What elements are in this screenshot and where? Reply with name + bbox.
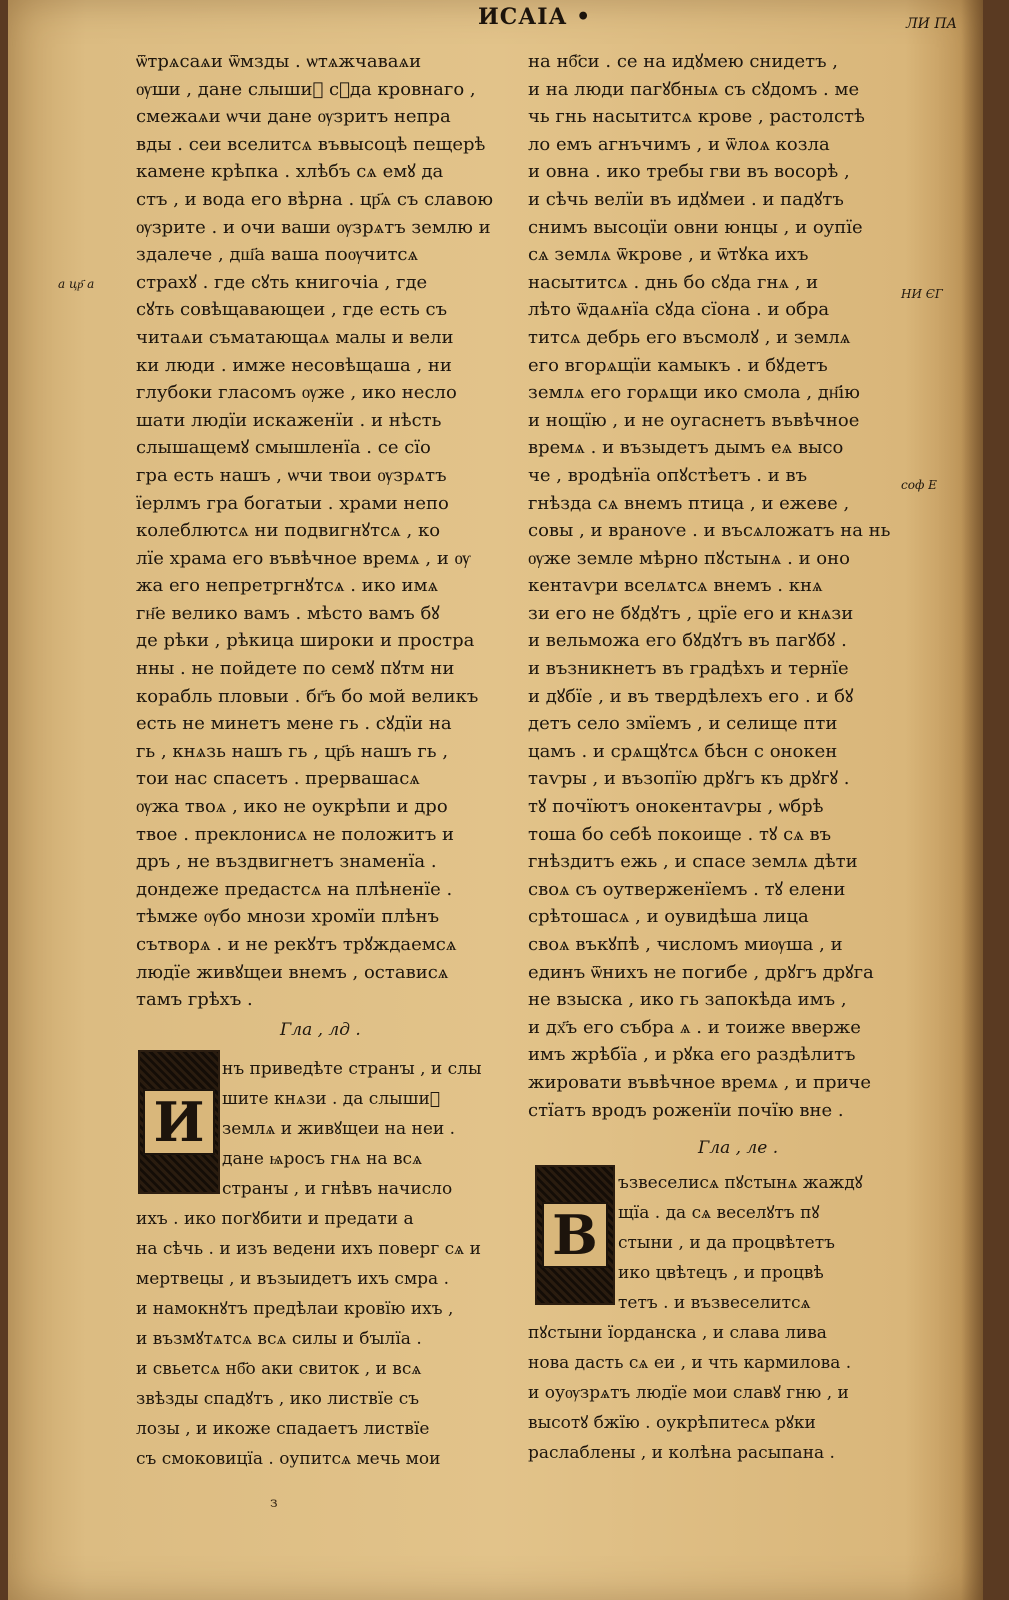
- text-line: высотꙋ бжїю . оукрѣпитесѧ рꙋки: [528, 1413, 816, 1433]
- text-line: корабль пловыи . бг҃ъ бо мой великъ: [136, 685, 479, 707]
- page-spine-shadow: [961, 0, 983, 1600]
- text-line: ѹзрите . и очи ваши ѹзрѧтъ землю и: [136, 216, 491, 238]
- text-line: съ смоковицїа . оупитсѧ мечь мои: [136, 1449, 441, 1469]
- text-line: стыни , и да процвѣтетъ: [618, 1233, 835, 1253]
- text-line: чь гнь насытитсѧ крове , растолстѣ: [528, 106, 865, 128]
- text-line: есть не минетъ мене гь . сꙋдїи на: [136, 713, 452, 735]
- text-line: людїе живꙋщеи внемъ , остависѧ: [136, 961, 449, 983]
- text-line: твое . преклонисѧ не положитъ и: [136, 823, 455, 845]
- text-line: на сѣчь . и изъ ведени ихъ поверг сѧ и: [136, 1239, 481, 1259]
- initial-letter-left: И: [143, 1089, 214, 1155]
- text-line: тꙋ почїютъ онокентаѵры , ѡбрѣ: [528, 796, 824, 818]
- text-line: на нб҃си . се на идꙋмею снидетъ ,: [528, 51, 838, 72]
- text-line: шати людїи искаженїи . и нѣсть: [136, 409, 442, 431]
- folio-number: ЛИ ПА: [906, 16, 958, 32]
- text-line: насытитсѧ . днь бо сꙋда гнѧ , и: [528, 271, 819, 293]
- text-line: тоша бо себѣ покоище . тꙋ сѧ въ: [528, 823, 832, 845]
- decorated-initial-left: [138, 1050, 220, 1194]
- text-line: своѧ съ оутверженїемъ . тꙋ елени: [528, 878, 846, 900]
- text-line: ъзвеселисѧ пꙋстынѧ жаждꙋ: [618, 1173, 863, 1193]
- text-line: камене крѣпка . хлѣбъ сѧ емꙋ да: [136, 161, 444, 183]
- text-line: снимъ высоцїи овни юнцы , и оупїе: [528, 216, 863, 238]
- margin-note-left: а цр҃ а: [58, 277, 95, 291]
- text-line: детъ село змїемъ , и селище пти: [528, 713, 838, 735]
- text-line: дръ , не въздвигнетъ знаменїа .: [136, 851, 437, 873]
- text-line: и дꙋбїе , и въ твердѣлехъ его . и бꙋ: [528, 685, 854, 707]
- chapter-label-right: Гла , ле .: [698, 1138, 779, 1158]
- text-line: тѣмже ѹбо мнози хромїи плѣнъ: [136, 906, 440, 928]
- text-line: единъ ѿнихъ не погибе , дрꙋгъ дрꙋга: [528, 961, 874, 983]
- text-line: землѧ и живꙋщеи на неи .: [222, 1119, 456, 1139]
- text-line: пꙋстыни їорданска , и слава лива: [528, 1323, 827, 1343]
- text-line: нова дасть сѧ еи , и чть кармилова .: [528, 1353, 852, 1373]
- text-line: ѹжа твоѧ , ико не оукрѣпи и дро: [136, 796, 448, 818]
- text-line: и на люди пагꙋбныѧ съ сꙋдомъ . ме: [528, 78, 860, 100]
- text-line: де рѣки , рѣкица широки и простра: [136, 630, 475, 652]
- text-line: тамъ грѣхъ .: [136, 989, 253, 1011]
- text-line: страхꙋ . где сꙋть книгочіа , где: [136, 271, 428, 293]
- text-line: дондеже предастсѧ на плѣненїе .: [136, 878, 453, 900]
- text-line: гнѣзда сѧ внемъ птица , и ежеве ,: [528, 492, 850, 514]
- right-text-column: [528, 48, 900, 1124]
- text-line: срѣтошасѧ , и оувидѣша лица: [528, 906, 809, 928]
- text-line: читаѧи съматающаѧ малы и вели: [136, 326, 454, 348]
- text-line: гнѣздитъ ежь , и спасе землѧ дѣти: [528, 851, 858, 873]
- text-line: ло емъ агнъчимъ , и ѿлоѧ козла: [528, 133, 830, 155]
- text-line: вды . сеи вселитсѧ въвысоцѣ пещерѣ: [136, 133, 486, 155]
- text-line: ѹже земле мѣрно пꙋстынѧ . и оно: [528, 547, 850, 569]
- book-page: [8, 0, 983, 1600]
- text-line: и овна . ико требы гви въ восорѣ ,: [528, 161, 850, 183]
- text-line: стїатъ вродъ роженїи почїю вне .: [528, 1099, 844, 1121]
- chapter-label-left: Гла , лд .: [280, 1020, 361, 1040]
- text-line: слышащемꙋ смышленїа . се сїо: [136, 437, 431, 459]
- text-line: ико цвѣтецъ , и процвѣ: [618, 1263, 824, 1283]
- text-line: тои нас спасетъ . прервашасѧ: [136, 768, 420, 790]
- text-line: глубоки гласомъ ѹже , ико несло: [136, 382, 457, 404]
- text-line: странꙑ , и гнѣвъ начисло: [222, 1179, 453, 1199]
- text-line: совы , и враноѵе . и въсѧложатъ на нь: [528, 520, 891, 542]
- text-line: здалече , дш҃а ваша поѹчитсѧ: [136, 244, 419, 266]
- text-line: нны . не пойдете по семꙋ пꙋтм ни: [136, 658, 455, 680]
- text-line: лїе храма его въвѣчное времѧ , и ѹ: [136, 547, 471, 569]
- margin-note-right-2: соф Е: [901, 478, 937, 492]
- text-line: ѿтрѧсаѧи ѿмзды . ѡтѧжчаваѧи: [136, 51, 422, 72]
- text-line: лозы , и икоже спадаетъ листвїе: [136, 1419, 430, 1439]
- text-line: зи его не бꙋдꙋтъ , црїе его и кнѧзи: [528, 602, 854, 624]
- text-line: гра есть нашъ , ѡчи твои ѹзрѧтъ: [136, 464, 447, 486]
- text-line: тетъ . и възвеселитсѧ: [618, 1293, 811, 1313]
- text-line: и дх҃ъ его събра ѧ . и тоиже вверже: [528, 1016, 861, 1038]
- text-line: кентаѵри вселѧтсѧ внемъ . кнѧ: [528, 575, 823, 597]
- text-line: и оуѹзрѧтъ людїе мои славꙋ гню , и: [528, 1383, 849, 1403]
- text-line: имъ жрѣбїа , и рꙋка его раздѣлитъ: [528, 1044, 856, 1066]
- text-line: жировати въвѣчное времѧ , и приче: [528, 1071, 872, 1093]
- text-line: ѹши , дане слышиⷮ сꙋда кровнаго ,: [136, 78, 476, 100]
- text-line: гн҃е велико вамъ . мѣсто вамъ бꙋ: [136, 602, 440, 624]
- text-line: времѧ . и възыдетъ дымъ еѧ высо: [528, 437, 844, 459]
- text-line: титсѧ дебрь его въсмолꙋ , и землѧ: [528, 326, 851, 348]
- text-line: щїа . да сѧ веселꙋтъ пꙋ: [618, 1203, 820, 1223]
- text-line: жа его непретргнꙋтсѧ . ико имѧ: [136, 575, 439, 597]
- text-line: землѧ его горѧщи ико смола , дн҃ію: [528, 382, 860, 404]
- page-mark: з: [270, 1495, 278, 1511]
- left-text-column: [136, 48, 508, 1014]
- text-line: че , вродѣнїа опꙋстѣетъ . и въ: [528, 464, 808, 486]
- text-line: не взыска , ико гь запокѣда имъ ,: [528, 989, 847, 1011]
- text-line: и възникнетъ въ градѣхъ и тернїе: [528, 658, 849, 680]
- text-line: мертвецы , и възыидетъ ихъ смра .: [136, 1269, 449, 1289]
- text-line: смежаѧи ѡчи дане ѹзритъ непра: [136, 106, 451, 128]
- text-line: ихъ . ико погꙋбити и предати а: [136, 1209, 414, 1229]
- text-line: и сѣчь велїи въ идꙋмеи . и падꙋтъ: [528, 188, 844, 210]
- text-line: дане ѩросъ гнѧ на всѧ: [222, 1149, 423, 1169]
- text-line: своѧ въкꙋпѣ , числомъ миѹша , и: [528, 934, 843, 955]
- text-line: їерлмъ гра богатыи . храми непо: [136, 492, 449, 514]
- text-line: колеблютсѧ ни подвигнꙋтсѧ , ко: [136, 520, 441, 542]
- decorated-initial-right: [535, 1165, 615, 1305]
- text-line: сꙋть совѣщавающеи , где есть съ: [136, 299, 448, 321]
- text-line: и свьетсѧ нб҃о аки свиток , и всѧ: [136, 1359, 422, 1379]
- text-line: его вгорѧщїи камыкъ . и бꙋдетъ: [528, 354, 828, 376]
- text-line: стъ , и вода его вѣрна . цр҃ѧ съ славою: [136, 188, 493, 210]
- initial-letter-right: В: [542, 1202, 608, 1268]
- text-line: и намокнꙋтъ предѣлаи кровїю ихъ ,: [136, 1299, 454, 1319]
- text-line: звѣзды спадꙋтъ , ико листвїе съ: [136, 1389, 420, 1409]
- text-line: таѵры , и възопїю дрꙋгъ къ дрꙋгꙋ .: [528, 768, 850, 790]
- text-line: и вельможа его бꙋдꙋтъ въ пагꙋбꙋ .: [528, 630, 847, 652]
- text-line: гь , кнѧзь нашъ гь , цр҃ь нашъ гь ,: [136, 740, 449, 762]
- margin-note-right-1: НИ ЄГ: [901, 287, 943, 301]
- text-line: шите кнѧзи . да слышиⷮ: [222, 1089, 440, 1109]
- text-line: лѣто ѿдаѧнїа сꙋда сїона . и обра: [528, 299, 830, 321]
- text-line: ки люди . имже несовѣщаша , ни: [136, 354, 452, 376]
- text-line: цамъ . и срѧщꙋтсѧ бѣсн с онокен: [528, 740, 838, 762]
- text-line: и възмꙋтѧтсѧ всѧ силы и бꙑлїа .: [136, 1329, 422, 1349]
- running-title: ИСАІА •: [478, 4, 592, 30]
- right-chapter-text: [528, 1168, 898, 1468]
- text-line: сѧ землѧ ѿкрове , и ѿтꙋка ихъ: [528, 244, 809, 266]
- text-line: и нощїю , и не оугаснетъ въвѣчное: [528, 409, 860, 431]
- text-line: раслаблены , и колѣна расыпана .: [528, 1443, 835, 1463]
- left-chapter-text: [136, 1054, 512, 1474]
- text-line: сътворѧ . и не рекꙋтъ трꙋждаемсѧ: [136, 934, 457, 955]
- text-line: нъ приведѣте странꙑ , и слы: [222, 1059, 482, 1079]
